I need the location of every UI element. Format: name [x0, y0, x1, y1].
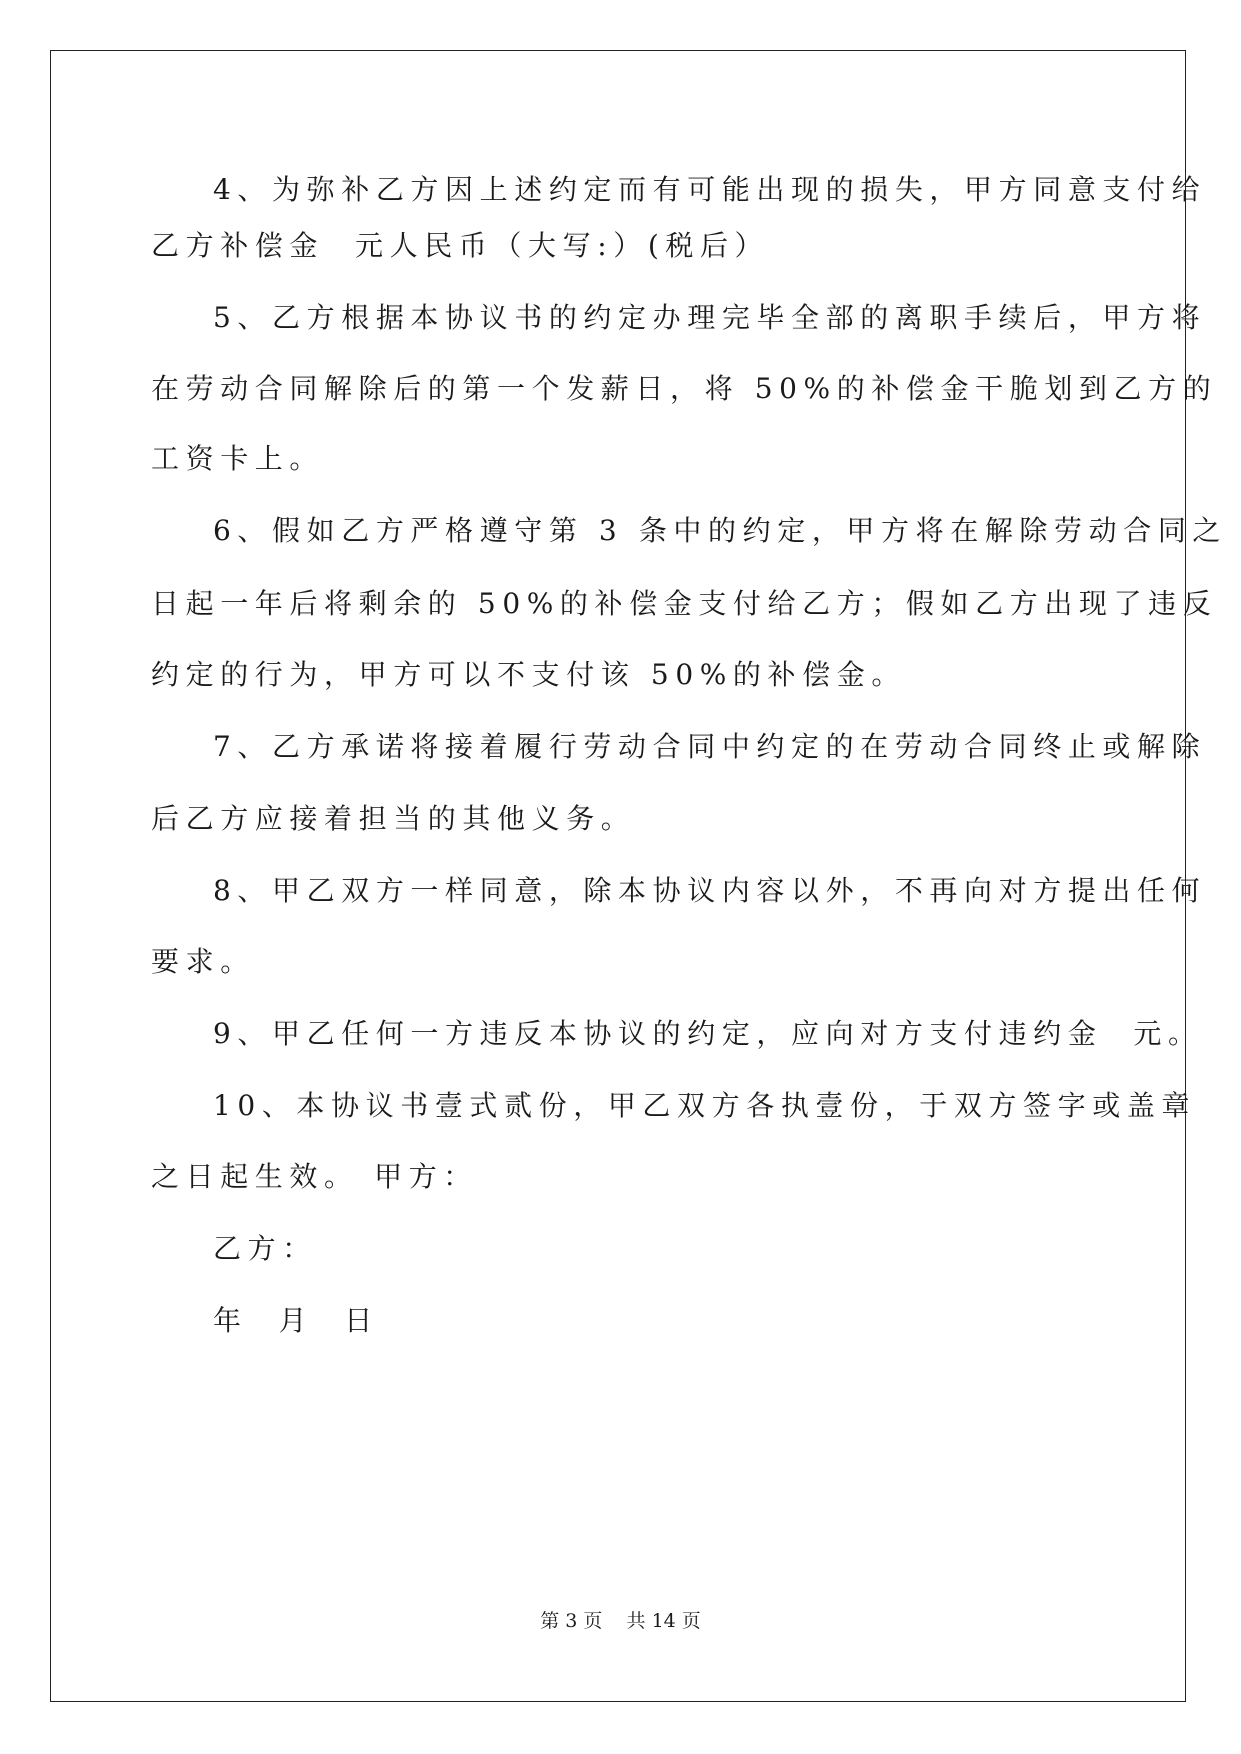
- clause-9-line-1: 9、甲乙任何一方违反本协议的约定，应向对方支付违约金 元。: [213, 1017, 1203, 1050]
- clause-8-line-2: 要求。: [151, 945, 255, 978]
- clause-5-line-3: 工资卡上。: [151, 442, 325, 475]
- page-footer: [0, 1608, 1241, 1634]
- clause-5-line-2: 在劳动合同解除后的第一个发薪日，将 50%的补偿金干脆划到乙方的: [151, 372, 1218, 405]
- clause-8-line-1: 8、甲乙双方一样同意，除本协议内容以外，不再向对方提出任何: [213, 874, 1207, 907]
- clause-4-line-1: 4、为弥补乙方因上述约定而有可能出现的损失，甲方同意支付给: [213, 173, 1207, 206]
- clause-4-line-2: 乙方补偿金 元人民币（大写:）(税后）: [151, 229, 770, 262]
- clause-7-line-1: 7、乙方承诺将接着履行劳动合同中约定的在劳动合同终止或解除: [213, 730, 1207, 763]
- clause-10-line-2: 之日起生效。 甲方：: [151, 1160, 478, 1193]
- clause-7-line-2: 后乙方应接着担当的其他义务。: [151, 802, 636, 835]
- clause-6-line-1: 6、假如乙方严格遵守第 3 条中的约定，甲方将在解除劳动合同之: [213, 514, 1228, 547]
- clause-6-line-3: 约定的行为，甲方可以不支付该 50%的补偿金。: [151, 658, 906, 691]
- clause-10-line-1: 10、本协议书壹式贰份，甲乙双方各执壹份，于双方签字或盖章: [213, 1089, 1197, 1122]
- party-b-label: 乙方：: [213, 1232, 317, 1265]
- date-line: 年 月 日: [213, 1304, 379, 1337]
- clause-5-line-1: 5、乙方根据本协议书的约定办理完毕全部的离职手续后，甲方将: [213, 301, 1207, 334]
- clause-6-line-2: 日起一年后将剩余的 50%的补偿金支付给乙方；假如乙方出现了违反: [151, 587, 1218, 620]
- page-number-label: 第 3 页 共 14 页: [540, 1610, 701, 1632]
